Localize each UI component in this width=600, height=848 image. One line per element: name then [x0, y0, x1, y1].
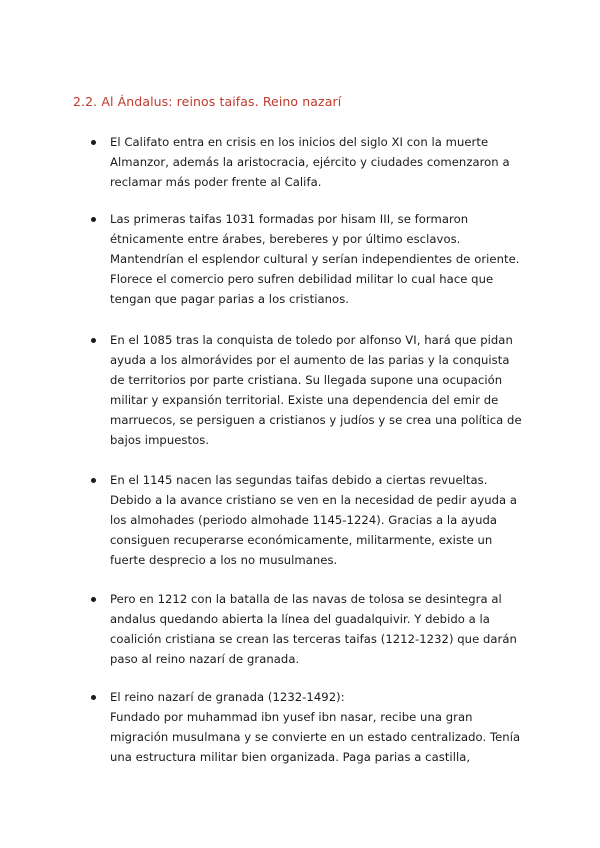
text-line: étnicamente entre árabes, bereberes y por último esclavos. [110, 232, 461, 246]
bullet-dot-icon [91, 478, 96, 483]
text-line: En el 1085 tras la conquista de toledo por alfonso VI, hará que pidan [110, 333, 513, 347]
bullet-dot-icon [91, 217, 96, 222]
bullet-dot-icon [91, 695, 96, 700]
text-line: de territorios por parte cristiana. Su llegada supone una ocupación [110, 373, 503, 387]
text-line: andalus quedando abierta la línea del guadalquivir. Y debido a la [110, 612, 490, 626]
text-line: En el 1145 nacen las segundas taifas debido a ciertas revueltas. [110, 473, 488, 487]
bullet-dot-icon [91, 338, 96, 343]
text-line: reclamar más poder frente al Califa. [110, 175, 322, 189]
text-line: consiguen recuperarse económicamente, militarmente, existe un [110, 533, 493, 547]
text-line: los almohades (periodo almohade 1145-1224). Gracias a la ayuda [110, 513, 498, 527]
text-line: Las primeras taifas 1031 formadas por hisam III, se formaron [110, 212, 469, 226]
text-line: Pero en 1212 con la batalla de las navas de tolosa se desintegra al [110, 592, 502, 606]
text-line: migración musulmana y se convierte en un estado centralizado. Tenía [110, 730, 521, 744]
section-heading: 2.2. Al Ándalus: reinos taifas. Reino nazarí [73, 94, 342, 109]
text-line: bajos impuestos. [110, 433, 210, 447]
text-line: marruecos, se persiguen a cristianos y judíos y se crea una política de [110, 413, 522, 427]
text-line: Florece el comercio pero sufren debilidad militar lo cual hace que [110, 272, 494, 286]
text-line: tengan que pagar parias a los cristianos. [110, 292, 350, 306]
text-line: Debido a la avance cristiano se ven en la necesidad de pedir ayuda a [110, 493, 518, 507]
text-line: El reino nazarí de granada (1232-1492): [110, 690, 345, 704]
text-line: Almanzor, además la aristocracia, ejército y ciudades comenzaron a [110, 155, 510, 169]
text-line: coalición cristiana se crean las terceras taifas (1212-1232) que darán [110, 632, 517, 646]
bullet-dot-icon [91, 140, 96, 145]
text-line: paso al reino nazarí de granada. [110, 652, 300, 666]
text-line: fuerte desprecio a los no musulmanes. [110, 553, 338, 567]
text-line: Mantendrían el esplendor cultural y serían independientes de oriente. [110, 252, 520, 266]
text-line: ayuda a los almorávides por el aumento de las parias y la conquista [110, 353, 510, 367]
bullet-dot-icon [91, 597, 96, 602]
text-line: El Califato entra en crisis en los inicios del siglo XI con la muerte [110, 135, 489, 149]
text-line: militar y expansión territorial. Existe una dependencia del emir de [110, 393, 499, 407]
text-line: una estructura militar bien organizada. Paga parias a castilla, [110, 750, 471, 764]
text-line: Fundado por muhammad ibn yusef ibn nasar, recibe una gran [110, 710, 473, 724]
